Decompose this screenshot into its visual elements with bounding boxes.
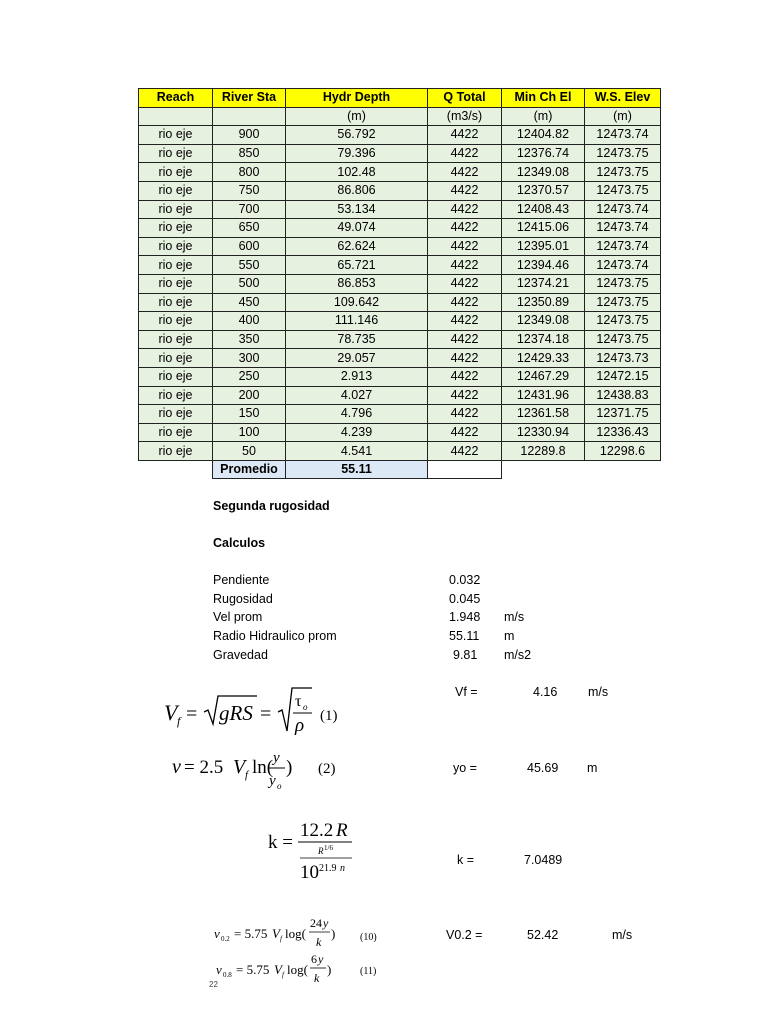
param-value: 1.948	[449, 610, 481, 624]
table-header-row	[139, 89, 661, 108]
table-row	[139, 405, 661, 424]
param-label: Vel prom	[213, 610, 263, 624]
svg-text:τ: τ	[295, 693, 302, 710]
table-cell: 100	[213, 423, 286, 442]
column-header: River Sta	[213, 89, 286, 108]
table-cell: 12429.33	[502, 349, 585, 368]
table-cell: 12330.94	[502, 423, 585, 442]
param-unit: m/s2	[504, 648, 532, 662]
table-row	[139, 367, 661, 386]
svg-text:log(: log(	[285, 926, 306, 941]
table-cell: rio eje	[139, 219, 213, 238]
svg-text:= 2.5: = 2.5	[184, 757, 224, 778]
column-unit	[139, 107, 213, 126]
table-cell: rio eje	[139, 181, 213, 200]
table-row	[139, 163, 661, 182]
svg-text:log(: log(	[287, 962, 308, 977]
table-cell: 900	[213, 126, 286, 145]
table-cell: 111.146	[286, 312, 428, 331]
table-cell: 4422	[428, 144, 502, 163]
table-cell: 56.792	[286, 126, 428, 145]
svg-text:y: y	[273, 750, 280, 766]
table-row	[139, 181, 661, 200]
table-cell: 4422	[428, 274, 502, 293]
svg-text:f: f	[282, 971, 284, 979]
param-value: 55.11	[449, 629, 480, 643]
table-cell: 78.735	[286, 330, 428, 349]
table-cell: 12473.74	[585, 200, 661, 219]
column-header: Reach	[139, 89, 213, 108]
average-label: Promedio	[213, 460, 286, 479]
svg-text:v: v	[216, 962, 222, 977]
equation-number: (10)	[360, 932, 377, 943]
table-cell: 50	[213, 442, 286, 461]
table-cell: 53.134	[286, 200, 428, 219]
table-cell: 12472.15	[585, 367, 661, 386]
table-cell: rio eje	[139, 349, 213, 368]
column-unit: (m)	[502, 107, 585, 126]
svg-text:o: o	[303, 702, 308, 712]
table-row	[139, 442, 661, 461]
column-header: W.S. Elev	[585, 89, 661, 108]
table-cell: 350	[213, 330, 286, 349]
table-cell: 86.853	[286, 274, 428, 293]
svg-text:v: v	[172, 756, 181, 778]
table-row	[139, 144, 661, 163]
table-cell: 800	[213, 163, 286, 182]
equation-number: (11)	[360, 966, 377, 977]
average-value: 55.11	[286, 460, 428, 479]
param-value: 0.045	[449, 592, 481, 606]
table-cell: 700	[213, 200, 286, 219]
table-cell: rio eje	[139, 126, 213, 145]
point-velocity-equations	[212, 912, 392, 988]
param-value: 0.032	[449, 573, 481, 587]
average-row	[139, 460, 661, 479]
table-cell: 12370.57	[502, 181, 585, 200]
table-cell: rio eje	[139, 237, 213, 256]
table-body	[139, 126, 661, 461]
column-unit	[213, 107, 286, 126]
table-cell: 12361.58	[502, 405, 585, 424]
calc-title: Calculos	[213, 536, 266, 550]
table-cell: 4422	[428, 349, 502, 368]
result-unit: m/s	[612, 928, 633, 942]
hec-ras-results-table	[138, 88, 661, 479]
param-label: Radio Hidraulico prom	[213, 629, 337, 643]
svg-text:R: R	[336, 820, 348, 841]
table-cell: 12473.74	[585, 237, 661, 256]
result-value: 45.69	[527, 761, 559, 775]
table-cell: rio eje	[139, 312, 213, 331]
table-cell: 4422	[428, 293, 502, 312]
result-value: 52.42	[527, 928, 559, 942]
table-cell: 650	[213, 219, 286, 238]
svg-text:gRS: gRS	[219, 701, 253, 725]
table-cell: 12473.74	[585, 126, 661, 145]
equation-number: (1)	[320, 708, 338, 724]
table-cell: 4422	[428, 181, 502, 200]
table-cell: rio eje	[139, 386, 213, 405]
svg-text:f: f	[177, 714, 181, 728]
table-cell: 12473.75	[585, 144, 661, 163]
table-cell: 4422	[428, 312, 502, 331]
table-cell: 4422	[428, 219, 502, 238]
table-cell: 12350.89	[502, 293, 585, 312]
svg-text:V: V	[272, 926, 280, 941]
table-cell: 4422	[428, 405, 502, 424]
table-cell: 12298.6	[585, 442, 661, 461]
table-cell: 4422	[428, 200, 502, 219]
result-label: V0.2 =	[446, 928, 483, 942]
svg-text:ln(: ln(	[252, 757, 274, 778]
svg-text:6: 6	[311, 952, 317, 966]
table-cell: 12438.83	[585, 386, 661, 405]
svg-text:10: 10	[300, 862, 319, 883]
table-cell: 86.806	[286, 181, 428, 200]
table-cell: 12336.43	[585, 423, 661, 442]
svg-text:V: V	[164, 700, 178, 725]
table-cell: rio eje	[139, 256, 213, 275]
svg-text:y: y	[323, 916, 329, 930]
column-header: Hydr Depth	[286, 89, 428, 108]
table-row	[139, 330, 661, 349]
param-unit: m/s	[504, 610, 525, 624]
result-label: yo =	[453, 761, 477, 775]
svg-text:R: R	[318, 846, 324, 856]
param-label: Gravedad	[213, 648, 268, 662]
roughness-k-equation	[266, 818, 366, 884]
table-cell: 12473.75	[585, 163, 661, 182]
param-unit: m	[504, 629, 515, 643]
table-cell: 4422	[428, 386, 502, 405]
table-cell: 12376.74	[502, 144, 585, 163]
svg-text:y: y	[318, 952, 324, 966]
table-cell: 12349.08	[502, 312, 585, 331]
table-cell: 12473.75	[585, 293, 661, 312]
result-label: k =	[457, 853, 475, 867]
result-unit: m/s	[588, 685, 609, 699]
column-unit: (m)	[286, 107, 428, 126]
table-cell: 12394.46	[502, 256, 585, 275]
table-units-row	[139, 107, 661, 126]
table-cell: 450	[213, 293, 286, 312]
table-cell: 750	[213, 181, 286, 200]
svg-text:1/6: 1/6	[324, 844, 333, 852]
table-cell: 62.624	[286, 237, 428, 256]
svg-text:V: V	[233, 756, 246, 778]
table-cell: 12473.75	[585, 330, 661, 349]
table-cell: 200	[213, 386, 286, 405]
column-header: Min Ch El	[502, 89, 585, 108]
table-cell: 2.913	[286, 367, 428, 386]
svg-text:k: k	[316, 935, 322, 949]
svg-text:0.2: 0.2	[221, 935, 230, 943]
table-cell: 12473.74	[585, 219, 661, 238]
table-cell: 400	[213, 312, 286, 331]
svg-text:f: f	[280, 935, 282, 943]
table-cell: 79.396	[286, 144, 428, 163]
svg-text:o: o	[277, 781, 282, 791]
svg-text:=: =	[186, 703, 198, 725]
table-cell: 12473.73	[585, 349, 661, 368]
table-row	[139, 237, 661, 256]
table-cell: 4422	[428, 237, 502, 256]
svg-text:): )	[331, 926, 336, 941]
svg-text:k: k	[314, 971, 320, 985]
column-unit: (m)	[585, 107, 661, 126]
table-cell: 49.074	[286, 219, 428, 238]
table-cell: 4422	[428, 330, 502, 349]
table-cell: 4422	[428, 442, 502, 461]
table-cell: 300	[213, 349, 286, 368]
table-cell: 4.027	[286, 386, 428, 405]
table-cell: 12467.29	[502, 367, 585, 386]
result-value: 4.16	[533, 685, 558, 699]
table-cell: 12371.75	[585, 405, 661, 424]
velocity-profile-equation	[170, 743, 350, 795]
table-cell: 12395.01	[502, 237, 585, 256]
table-cell: rio eje	[139, 405, 213, 424]
param-value: 9.81	[453, 648, 478, 662]
result-label: Vf =	[455, 685, 478, 699]
table-cell: 4.796	[286, 405, 428, 424]
table-cell: 109.642	[286, 293, 428, 312]
table-cell: rio eje	[139, 442, 213, 461]
svg-text:0.8: 0.8	[223, 971, 232, 979]
table-row	[139, 349, 661, 368]
svg-text:n: n	[340, 863, 345, 874]
table-cell: 102.48	[286, 163, 428, 182]
table-cell: 4422	[428, 367, 502, 386]
svg-text:ρ: ρ	[295, 715, 305, 736]
table-row	[139, 312, 661, 331]
table-cell: 4422	[428, 163, 502, 182]
table-cell: rio eje	[139, 144, 213, 163]
table-cell: rio eje	[139, 330, 213, 349]
table-row	[139, 274, 661, 293]
svg-text:): )	[327, 962, 332, 977]
table-cell: 12289.8	[502, 442, 585, 461]
equation-number: (2)	[318, 761, 336, 777]
table-row	[139, 423, 661, 442]
table-row	[139, 126, 661, 145]
column-unit: (m3/s)	[428, 107, 502, 126]
table-cell: 12415.06	[502, 219, 585, 238]
table-cell: 850	[213, 144, 286, 163]
table-cell: 12473.74	[585, 256, 661, 275]
table-cell: 4422	[428, 423, 502, 442]
svg-text:): )	[286, 757, 293, 778]
svg-text:21.9: 21.9	[319, 863, 337, 874]
table-cell: 500	[213, 274, 286, 293]
table-cell: 4.239	[286, 423, 428, 442]
table-cell: 4.541	[286, 442, 428, 461]
table-cell: rio eje	[139, 367, 213, 386]
table-cell: 250	[213, 367, 286, 386]
svg-text:= 5.75: = 5.75	[236, 962, 270, 977]
svg-text:v: v	[214, 926, 220, 941]
table-cell: 12404.82	[502, 126, 585, 145]
table-cell: 12473.75	[585, 274, 661, 293]
table-cell: 12374.21	[502, 274, 585, 293]
svg-text:24: 24	[310, 916, 322, 930]
table-cell: 29.057	[286, 349, 428, 368]
result-unit: m	[587, 761, 598, 775]
table-cell: 12473.75	[585, 181, 661, 200]
table-cell: rio eje	[139, 293, 213, 312]
table-cell: 12374.18	[502, 330, 585, 349]
svg-text:12.2: 12.2	[300, 820, 334, 841]
table-cell: 12408.43	[502, 200, 585, 219]
table-row	[139, 200, 661, 219]
param-label: Rugosidad	[213, 592, 273, 606]
table-row	[139, 219, 661, 238]
svg-text:f: f	[245, 769, 249, 781]
svg-text:k =: k =	[268, 832, 293, 853]
table-cell: 12431.96	[502, 386, 585, 405]
svg-text:=: =	[260, 703, 272, 725]
table-row	[139, 293, 661, 312]
param-label: Pendiente	[213, 573, 270, 587]
page-number: 22	[209, 980, 218, 989]
table-cell: 550	[213, 256, 286, 275]
table-cell: 65.721	[286, 256, 428, 275]
table-row	[139, 386, 661, 405]
svg-text:= 5.75: = 5.75	[234, 926, 268, 941]
table-cell: rio eje	[139, 163, 213, 182]
table-cell: rio eje	[139, 200, 213, 219]
section-title: Segunda rugosidad	[213, 499, 330, 513]
table-row	[139, 256, 661, 275]
table-cell: 150	[213, 405, 286, 424]
table-cell: rio eje	[139, 423, 213, 442]
column-header: Q Total	[428, 89, 502, 108]
friction-velocity-equation	[160, 686, 350, 738]
table-cell: 600	[213, 237, 286, 256]
table-cell: 12349.08	[502, 163, 585, 182]
svg-text:y: y	[269, 773, 276, 789]
table-cell: rio eje	[139, 274, 213, 293]
table-cell: 12473.75	[585, 312, 661, 331]
svg-text:V: V	[274, 962, 282, 977]
table-cell: 4422	[428, 256, 502, 275]
result-value: 7.0489	[524, 853, 563, 867]
table-cell: 4422	[428, 126, 502, 145]
